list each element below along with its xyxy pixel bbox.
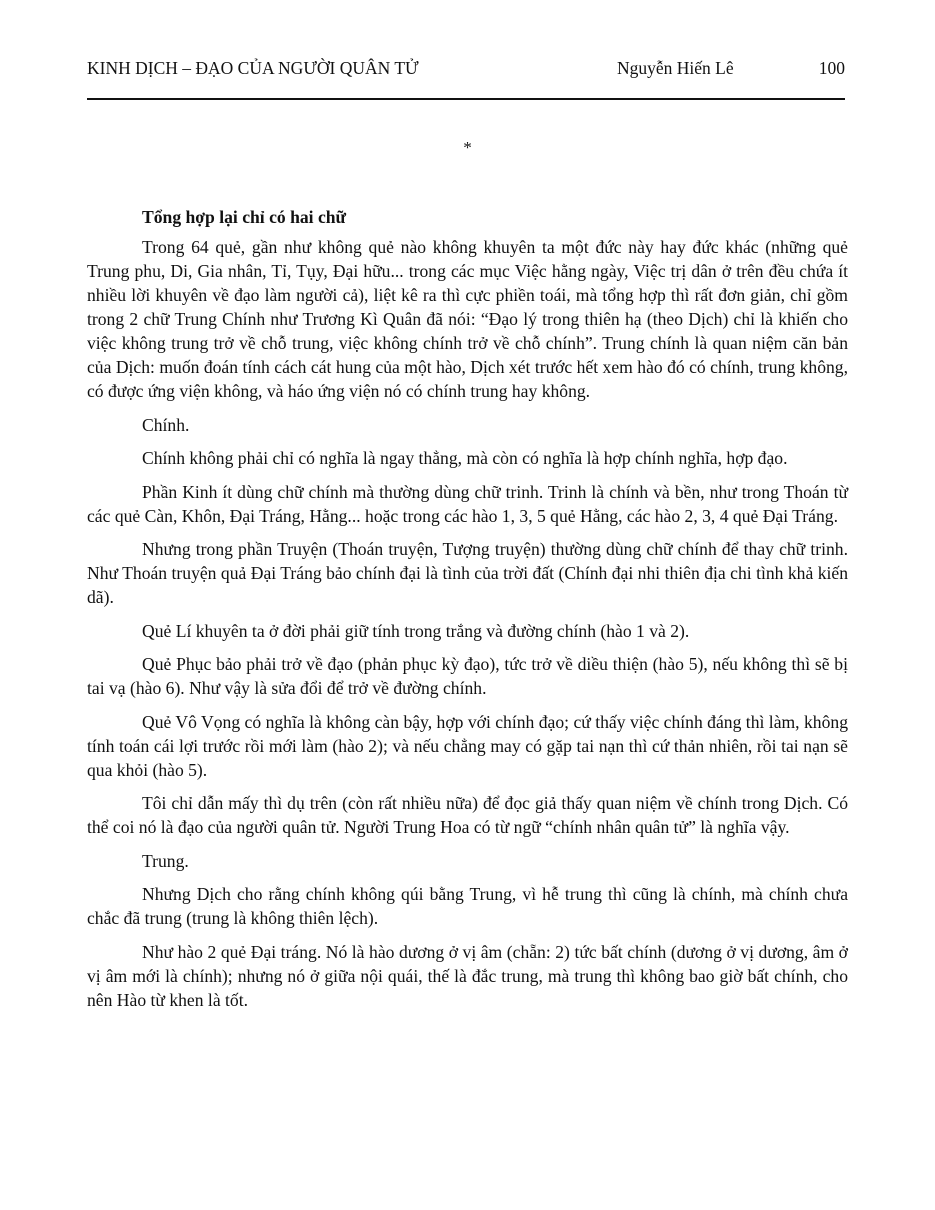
paragraph: Quẻ Phục bảo phải trở về đạo (phản phục kỳ đạo), tức trở về diều thiện (hào 5), nếu không thì sẽ bị tai vạ (hào 6). Như vậy là sửa đổi để trở về đường chính. [87, 654, 848, 698]
author-name: Nguyễn Hiến Lê [617, 58, 734, 78]
paragraph: Chính không phải chỉ có nghĩa là ngay thẳng, mà còn có nghĩa là hợp chính nghĩa, hợp đạo. [142, 448, 788, 468]
section-separator: * [463, 138, 472, 157]
paragraph: Chính. [142, 414, 190, 435]
paragraph: Quẻ Vô Vọng có nghĩa là không càn bậy, hợp với chính đạo; cứ thấy việc chính đáng thì làm, không tính toán cái lợi trước rồi mới làm (hào 2); và nếu chẳng may có gặp tai nạn thì cứ thản nhiên, rồi tai nạn sẽ qua khỏi (hào 5). [87, 711, 848, 780]
book-title: KINH DỊCH – ĐẠO CỦA NGƯỜI QUÂN TỬ [87, 58, 419, 78]
paragraph: Nhưng Dịch cho rằng chính không qúi bằng Trung, vì hễ trung thì cũng là chính, mà chính chưa chắc đã trung (trung là không thiên lệch). [87, 884, 848, 928]
paragraph: Như hào 2 quẻ Đại tráng. Nó là hào dương ở vị âm (chẵn: 2) tức bất chính (dương ở vị dương, âm ở vị âm mới là chính); nhưng nó ở giữa nội quái, thế là đắc trung, mà trung thì không bao giờ bất chính, cho nên Hào từ khen là tốt. [87, 941, 848, 1010]
paragraph: Nhưng trong phần Truyện (Thoán truyện, Tượng truyện) thường dùng chữ chính để thay chữ trinh. Như Thoán truyện quả Đại Tráng bảo chính đại là tình của trời đất (Chính đại nhi thiên địa chi tình khả kiến dã). [87, 539, 848, 607]
paragraph: Quẻ Lí khuyên ta ở đời phải giữ tính trong trắng và đường chính (hào 1 và 2). [142, 620, 690, 641]
header-rule [87, 98, 845, 100]
paragraph: Trong 64 quẻ, gần như không quẻ nào không khuyên ta một đức này hay đức khác (những quẻ Trung phu, Di, Gia nhân, Tỉ, Tụy, Đại hữu... trong các mục Việc hằng ngày, Việc trị dân ở trên đều chứa ít nhiều lời khuyên về đạo làm người cả), liệt kê ra thì cực phiền toái, mà tổng hợp thì rất đơn giản, chỉ gồm trong 2 chữ Trung Chính như Trương Kì Quân đã nói: “Đạo lý trong thiên hạ (theo Dịch) chỉ là khiến cho việc không trung trở về chỗ trung, việc không chính trở về chỗ chính”. Trung chính là quan niệm căn bản của Dịch: muốn đoán tính cách cát hung của một hào, Dịch xét trước hết xem hào đó có chính, trung không, có được ứng viện không, và háo ứng viện nó có chính trung hay không. [87, 237, 848, 401]
section-heading: Tổng hợp lại chỉ có hai chữ [142, 207, 347, 227]
section-body [87, 205, 848, 1021]
running-header [87, 58, 845, 82]
page-number: 100 [818, 58, 845, 78]
paragraph: Phần Kinh ít dùng chữ chính mà thường dùng chữ trinh. Trinh là chính và bền, như trong Thoán từ các quẻ Càn, Khôn, Đại Tráng, Hằng... hoặc trong các hào 1, 3, 5 quẻ Hằng, các hào 2, 3, 4 quẻ Đại Tráng. [87, 481, 848, 526]
paragraph: Trung. [142, 850, 189, 871]
paragraph: Tôi chỉ dẫn mấy thì dụ trên (còn rất nhiều nữa) để đọc giả thấy quan niệm về chính trong Dịch. Có thể coi nó là đạo của người quân tử. Người Trung Hoa có từ ngữ “chính nhân quân tử” là nghĩa vậy. [87, 793, 848, 837]
